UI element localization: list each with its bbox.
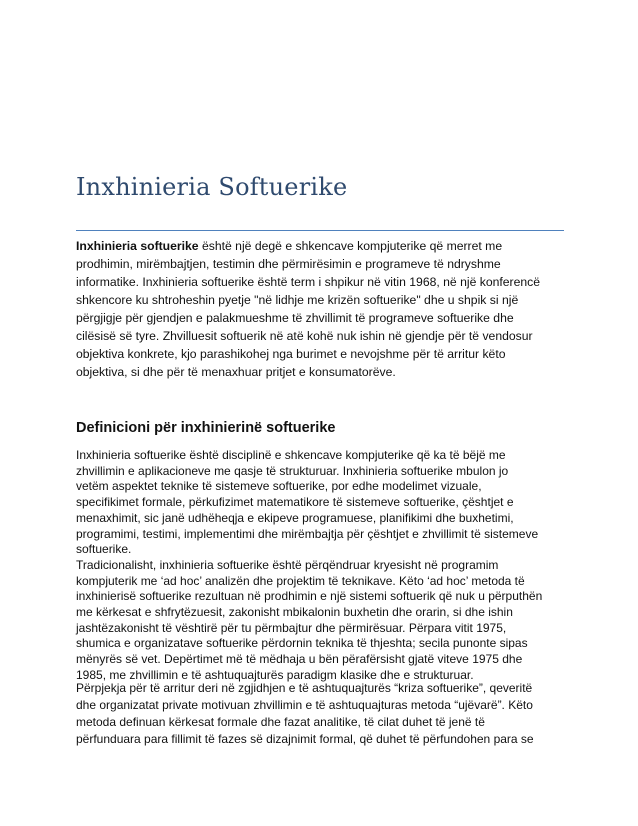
document-title: Inxhinieria Softuerike (76, 173, 348, 201)
intro-line: objektiva konkrete, kjo parashikohej nga burimet e nevojshme për të arritur këto (76, 347, 506, 361)
section-line: 1985, me zhvillimin e të ashtuquajturës paradigm klasike dhe e strukturuar. (76, 667, 474, 682)
intro-paragraph (76, 237, 571, 381)
intro-line: informatike. Inxhinieria softuerike është term i shpikur në vitin 1968, në një konferencë (76, 275, 541, 289)
intro-line-text: është një degë e shkencave kompjuterike që merret me (198, 239, 503, 253)
paragraph-line: Përpjekja për të arritur deri në zgjidhjen e të ashtuquajturës “kriza softuerike”, qeveritë (76, 681, 533, 695)
second-paragraph (76, 680, 571, 748)
section-line: menaxhimit, sic janë udhëheqja e ekipeve programuese, planifikimi dhe buxhetimi, (76, 510, 514, 525)
section-line: zhvillimin e aplikacioneve me qasje të strukturuar. Inxhinieria softuerike mbulon jo (76, 463, 509, 478)
section-line: shumica e organizatave softuerike përdornin teknika të thjeshta; secila punonte sipas (76, 636, 528, 651)
paragraph-line: përfunduara para fillimit të fazes së dizajnimit formal, që duhet të përfundohen para se (76, 732, 534, 746)
intro-line: shkencore ku shtroheshin pyetje "në lidhje me krizën softuerike" dhe u shpik si një (76, 293, 519, 307)
paragraph-line: dhe organizatat private motivuan zhvillimin e të ashtuquajturas metoda “ujëvarë”. Këto (76, 698, 533, 712)
section-line: vetëm aspektet teknike të sistemeve softuerike, por edhe modelimet vizuale, (76, 479, 482, 494)
intro-bold-lead: Inxhinieria softuerike (76, 239, 199, 253)
intro-line: cilësisë së tyre. Zhvilluesit softuerik në atë kohë nuk ishin në gjendje për të vendosur (76, 329, 533, 343)
section-paragraph (76, 448, 571, 684)
section-line: kompjuterik me ‘ad hoc’ analizën dhe projektim të teknikave. Këto ‘ad hoc’ metoda të (76, 573, 525, 588)
intro-line: përgjigje për gjendjen e palakmueshme të zhvillimit të programeve softuerike dhe (76, 311, 514, 325)
title-divider (76, 230, 564, 231)
intro-line (76, 237, 571, 255)
section-line: inxhinierisë softuerike rezultuan në prodhimin e një sistemi softuerik që nuk u përputhën (76, 589, 543, 604)
section-heading: Definicioni për inxhinierinë softuerike (76, 420, 336, 436)
section-line: me kërkesat e shfrytëzuesit, zakonisht mbikalonin buxhetin dhe orarin, si dhe ishin (76, 605, 513, 620)
intro-line: objektiva, si dhe për të menaxhuar pritjet e konsumatorëve. (76, 365, 396, 379)
section-line: programimi, testimi, implementimi dhe mirëmbajtja për çështjet e zhvillimit të sistemeve (76, 526, 539, 541)
section-line: specifikimet formale, përkufizimet matematikore të sistemeve softuerike, çështjet e (76, 495, 514, 510)
intro-line: prodhimin, mirëmbajtjen, testimin dhe përmirësimin e programeve të ndryshme (76, 257, 501, 271)
section-line: jashtëzakonisht të vështirë për tu përmbajtur dhe përmirësuar. Përpara vitit 1975, (76, 620, 507, 635)
section-line: softuerike. (76, 542, 132, 557)
section-line: Inxhinieria softuerike është disciplinë e shkencave kompjuterike që ka të bëjë me (76, 448, 506, 462)
paragraph-line: metoda definuan kërkesat formale dhe fazat analitike, të cilat duhet të jenë të (76, 715, 485, 729)
section-line: mënyrës së vet. Depërtimet më të mëdhaja u bën përafërsisht gjatë viteve 1975 dhe (76, 652, 523, 667)
section-line: Tradicionalisht, inxhinieria softuerike është përqëndruar kryesisht në programim (76, 557, 499, 572)
